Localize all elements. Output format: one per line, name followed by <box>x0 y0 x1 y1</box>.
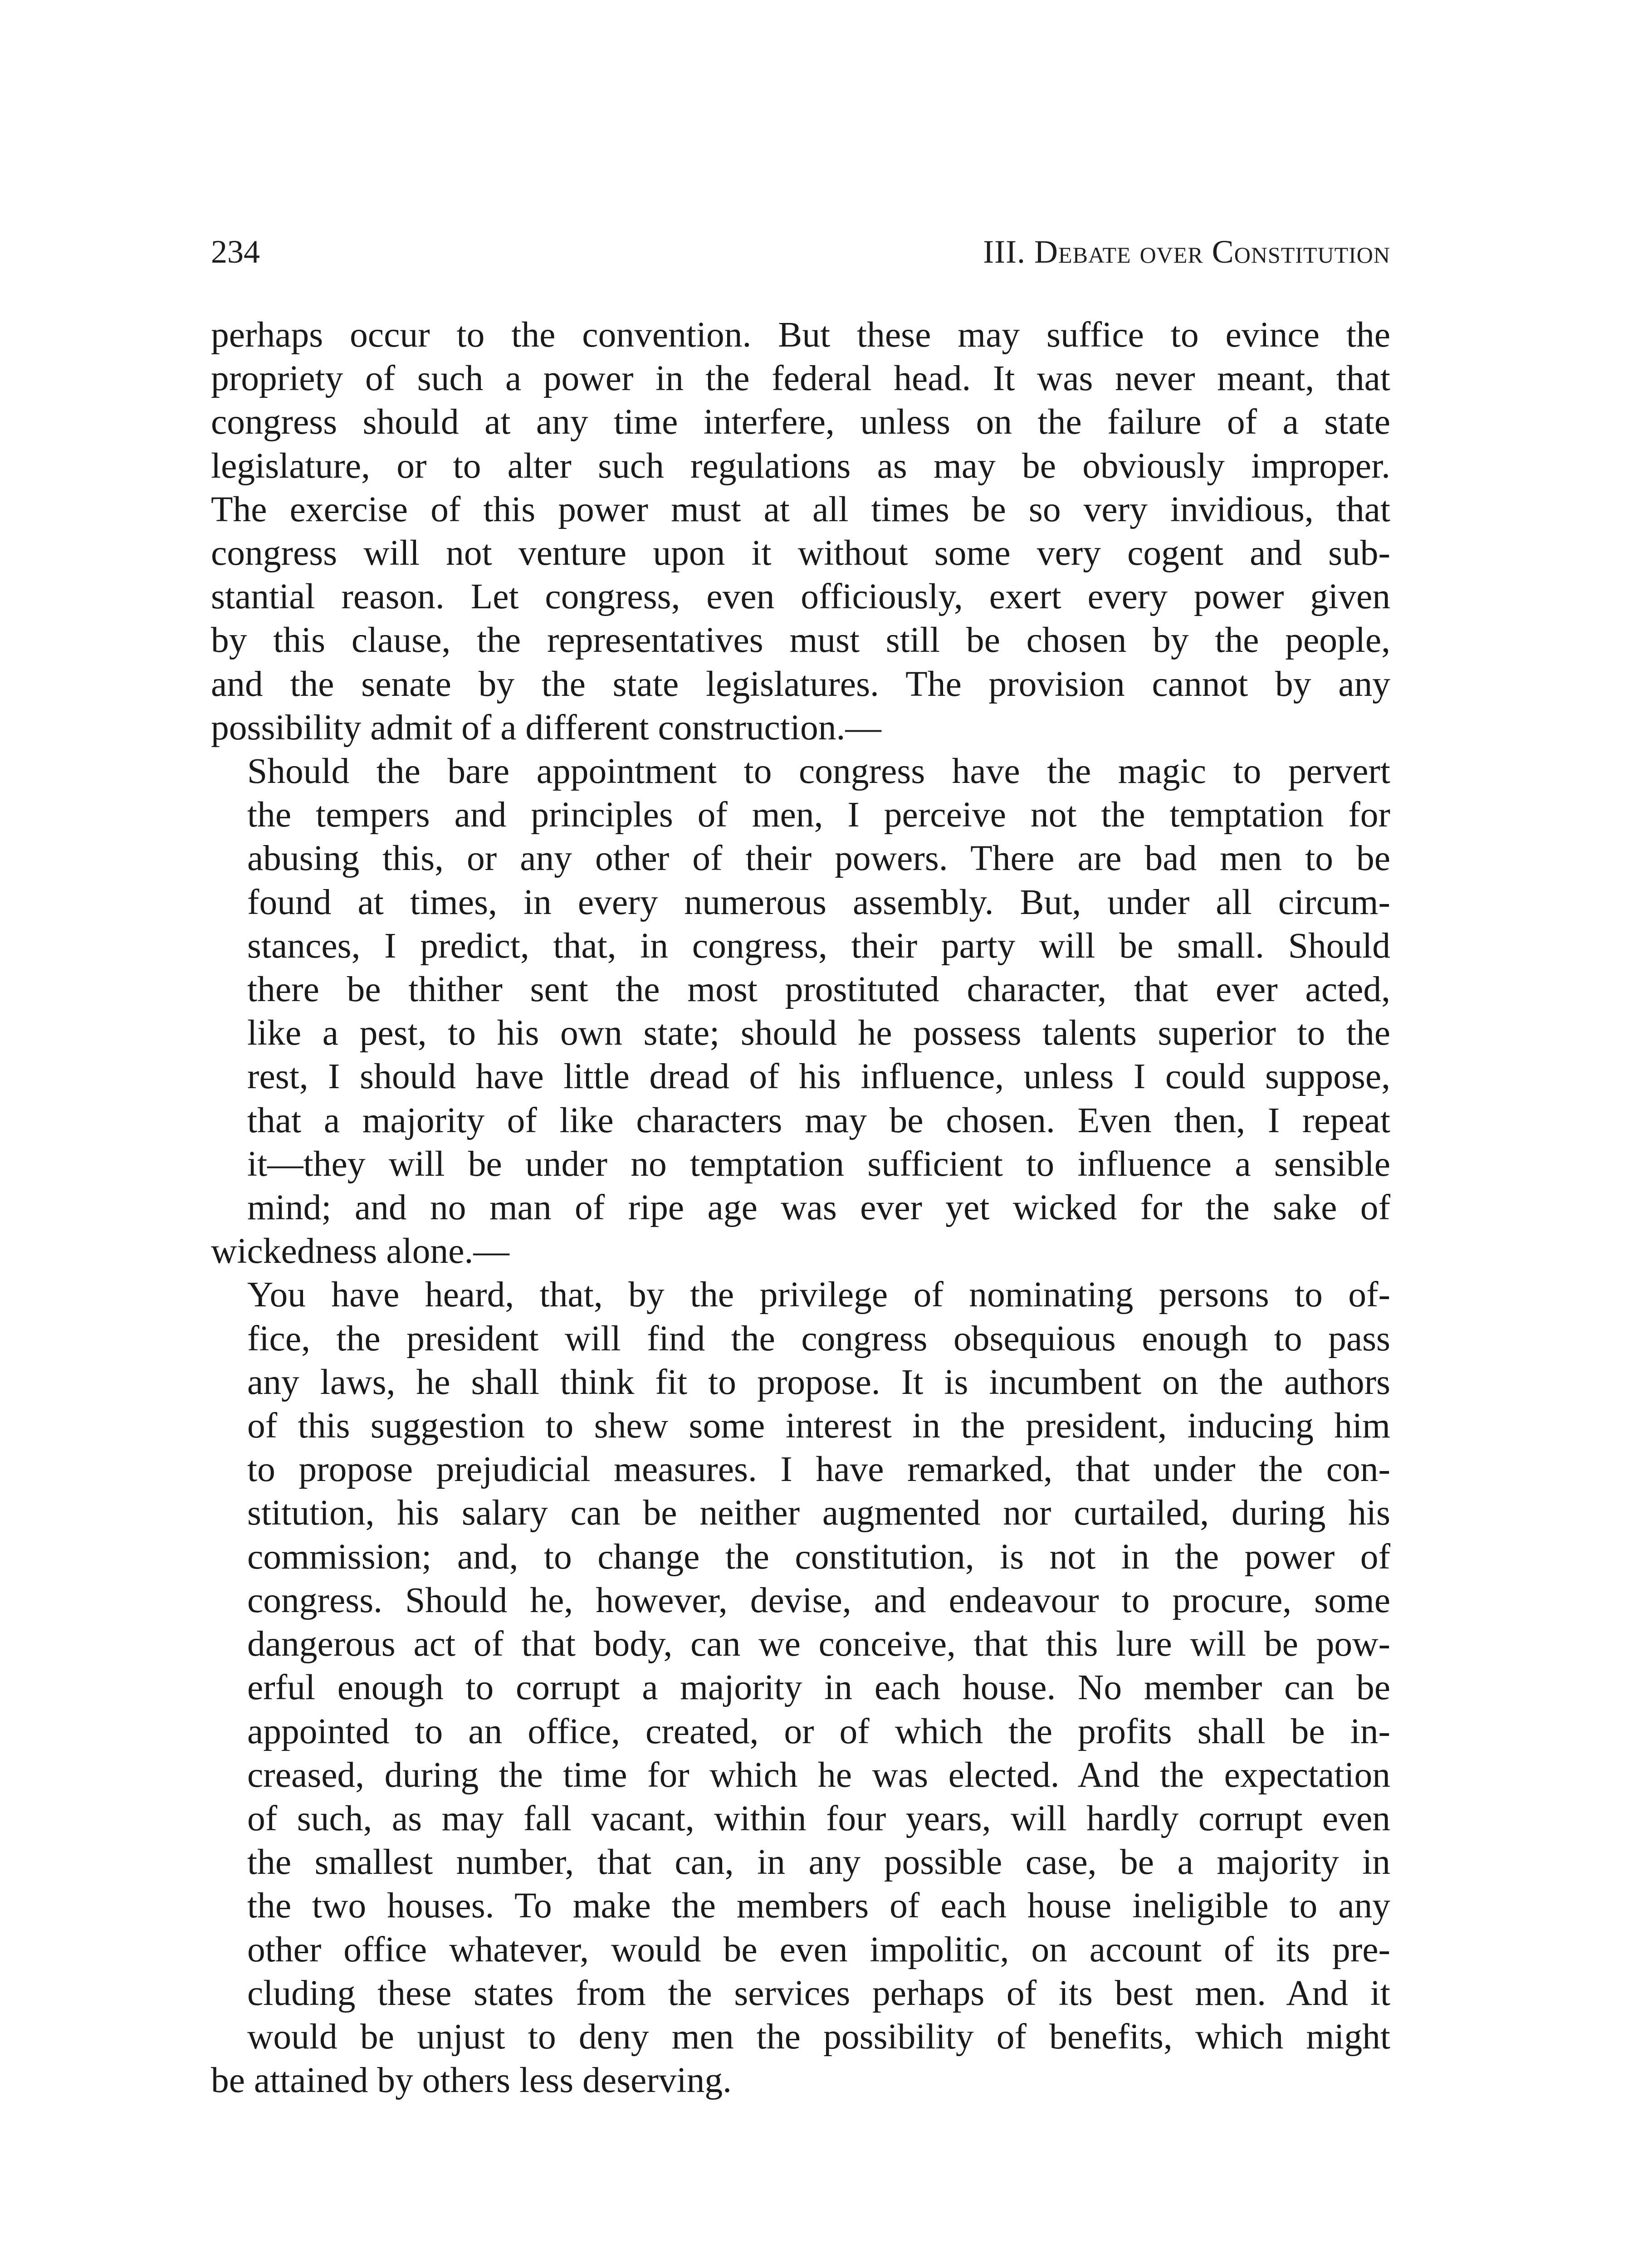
text-line: be attained by others less deserving. <box>211 2060 732 2101</box>
text-line: congress will not venture upon it without some very cogent and sub- <box>211 533 1390 573</box>
text-line: abusing this, or any other of their powers. There are bad men to be <box>247 838 1390 879</box>
text-line: it—they will be under no temptation sufficient to influence a sensible <box>247 1144 1390 1184</box>
paragraph-3-end <box>211 2058 1390 2102</box>
text-line: of this suggestion to shew some interest in the president, inducing him <box>247 1406 1390 1446</box>
text-line: congress should at any time interfere, unless on the failure of a state <box>211 402 1390 442</box>
text-line: Should the bare appointment to congress have the magic to pervert <box>247 751 1390 792</box>
paragraph-3 <box>211 1273 1390 2058</box>
text-line: possibility admit of a different construction.— <box>211 707 881 748</box>
text-line: fice, the president will find the congress obsequious enough to pass <box>247 1318 1390 1359</box>
text-line: wickedness alone.— <box>211 1231 509 1271</box>
text-line: The exercise of this power must at all times be so very invidious, that <box>211 489 1390 529</box>
text-line: legislature, or to alter such regulations as may be obviously improper. <box>211 445 1390 486</box>
text-line: the smallest number, that can, in any possible case, be a majority in <box>247 1842 1390 1882</box>
text-line: any laws, he shall think fit to propose. It is incumbent on the authors <box>247 1362 1390 1402</box>
text-line: by this clause, the representatives must still be chosen by the people, <box>211 620 1390 660</box>
text-line: perhaps occur to the convention. But these may suffice to evince the <box>211 315 1390 355</box>
text-line: rest, I should have little dread of his influence, unless I could suppose, <box>247 1056 1390 1097</box>
text-line: to propose prejudicial measures. I have remarked, that under the con- <box>247 1449 1390 1490</box>
text-line: the two houses. To make the members of each house ineligible to any <box>247 1886 1390 1926</box>
text-line: appointed to an office, created, or of which the profits shall be in- <box>247 1711 1390 1751</box>
text-line: mind; and no man of ripe age was ever yet wicked for the sake of <box>247 1188 1390 1228</box>
text-line: other office whatever, would be even impolitic, on account of its pre- <box>247 1929 1390 1970</box>
text-line: would be unjust to deny men the possibility of benefits, which might <box>247 2016 1390 2057</box>
text-line: that a majority of like characters may be chosen. Even then, I repeat <box>247 1100 1390 1140</box>
text-line: commission; and, to change the constitution, is not in the power of <box>247 1536 1390 1577</box>
text-line: stances, I predict, that, in congress, their party will be small. Should <box>247 925 1390 966</box>
text-line: dangerous act of that body, can we conceive, that this lure will be pow- <box>247 1624 1390 1664</box>
text-line: the tempers and principles of men, I perceive not the temptation for <box>247 795 1390 835</box>
body-text <box>211 313 1390 2102</box>
section-title: III. Debate over Constitution <box>983 234 1390 270</box>
text-line: found at times, in every numerous assembly. But, under all circum- <box>247 882 1390 922</box>
text-line: of such, as may fall vacant, within four years, will hardly corrupt even <box>247 1798 1390 1838</box>
paragraph-1 <box>211 313 1390 706</box>
text-line: congress. Should he, however, devise, and endeavour to procure, some <box>247 1580 1390 1620</box>
text-line: like a pest, to his own state; should he possess talents superior to the <box>247 1013 1390 1053</box>
text-line: stitution, his salary can be neither augmented nor curtailed, during his <box>247 1493 1390 1533</box>
text-line: there be thither sent the most prostituted character, that ever acted, <box>247 969 1390 1010</box>
text-line: propriety of such a power in the federal head. It was never meant, that <box>211 358 1390 399</box>
text-line: stantial reason. Let congress, even officiously, exert every power given <box>211 577 1390 617</box>
text-line: cluding these states from the services perhaps of its best men. And it <box>247 1973 1390 2013</box>
paragraph-1-end <box>211 706 1390 749</box>
text-line: creased, during the time for which he was elected. And the expectation <box>247 1755 1390 1795</box>
text-line: erful enough to corrupt a majority in each house. No member can be <box>247 1667 1390 1708</box>
running-head <box>211 227 1390 277</box>
text-line: You have heard, that, by the privilege of nominating persons to of- <box>247 1275 1390 1315</box>
paragraph-2-end <box>211 1229 1390 1273</box>
text-line: and the senate by the state legislatures. The provision cannot by any <box>211 664 1390 704</box>
paragraph-2 <box>211 749 1390 1229</box>
page-number: 234 <box>211 234 260 270</box>
